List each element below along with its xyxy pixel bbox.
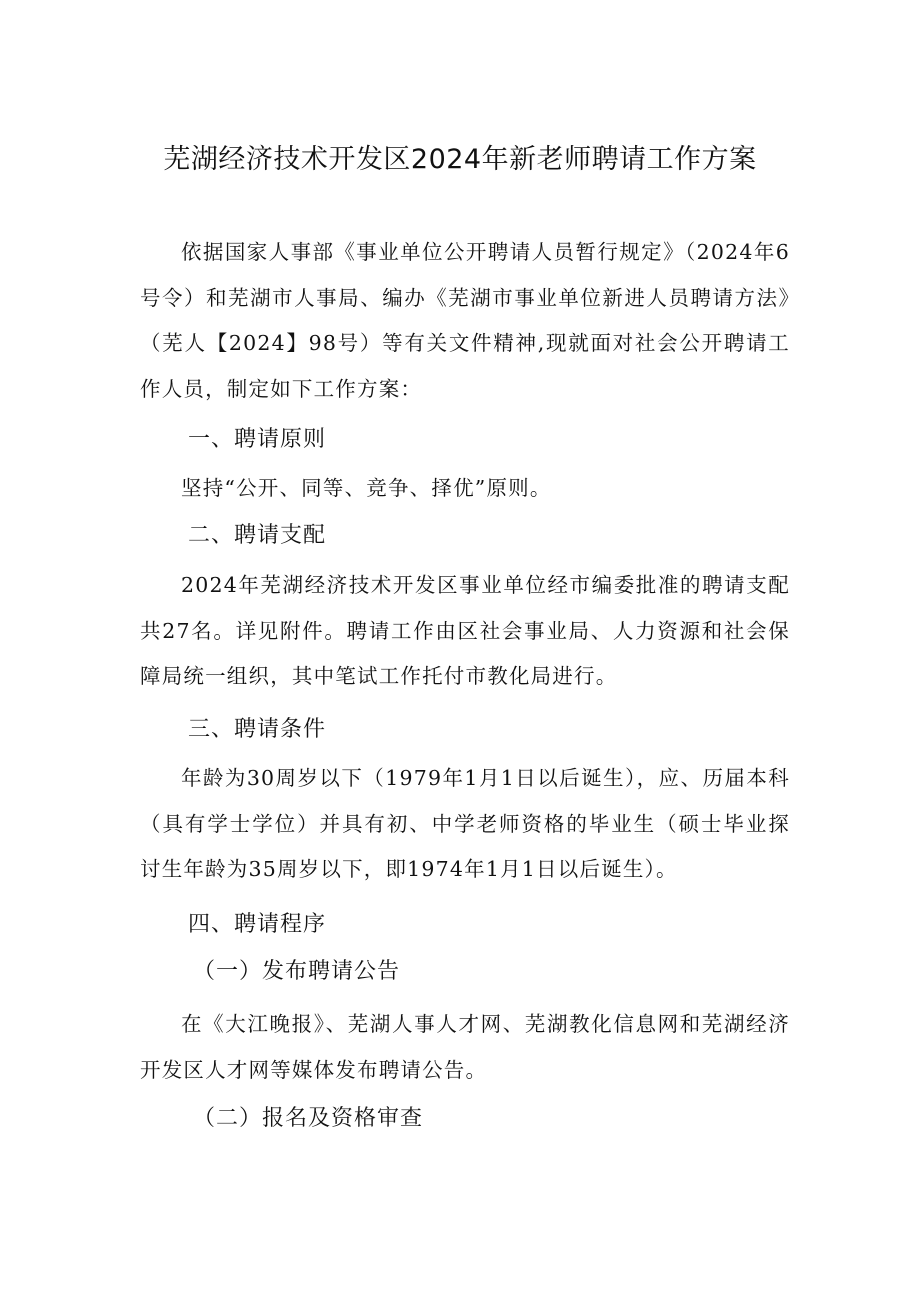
section-body-principles: 坚持“公开、同等、竞争、择优”原则。 <box>181 476 552 500</box>
section-body-allocation: 2024年芜湖经济技术开发区事业单位经市编委批准的聘请支配共27名。详见附件。聘请工作由区社会事业局、人力资源和社会保障局统一组织，其中笔试工作托付市教化局进行。 <box>140 573 790 688</box>
document-title: 芜湖经济技术开发区2024年新老师聘请工作方案 <box>163 144 757 175</box>
section-body-conditions: 年龄为30周岁以下（1979年1月1日以后诞生），应、历届本科（具有学士学位）并具有初、中学老师资格的毕业生（硕士毕业探讨生年龄为35周岁以下，即1974年1月1日以后诞生）。 <box>140 766 790 881</box>
subsection-heading-announcement: （一）发布聘请公告 <box>193 959 401 984</box>
subsection-heading-registration: （二）报名及资格审查 <box>193 1106 424 1131</box>
section-heading-principles: 一、聘请原则 <box>188 427 327 452</box>
section-heading-procedure: 四、聘请程序 <box>188 912 327 937</box>
intro-paragraph: 依据国家人事部《事业单位公开聘请人员暂行规定》（2024年6号令）和芜湖市人事局、编办《芜湖市事业单位新进人员聘请方法》（芜人【2024】98号）等有关文件精神,现就面对社会公开聘请工作人员，制定如下工作方案： <box>140 240 790 401</box>
subsection-body-announcement: 在《大江晚报》、芜湖人事人才网、芜湖教化信息网和芜湖经济开发区人才网等媒体发布聘请公告。 <box>140 1012 790 1082</box>
section-heading-conditions: 三、聘请条件 <box>188 717 327 742</box>
section-heading-allocation: 二、聘请支配 <box>188 523 327 548</box>
